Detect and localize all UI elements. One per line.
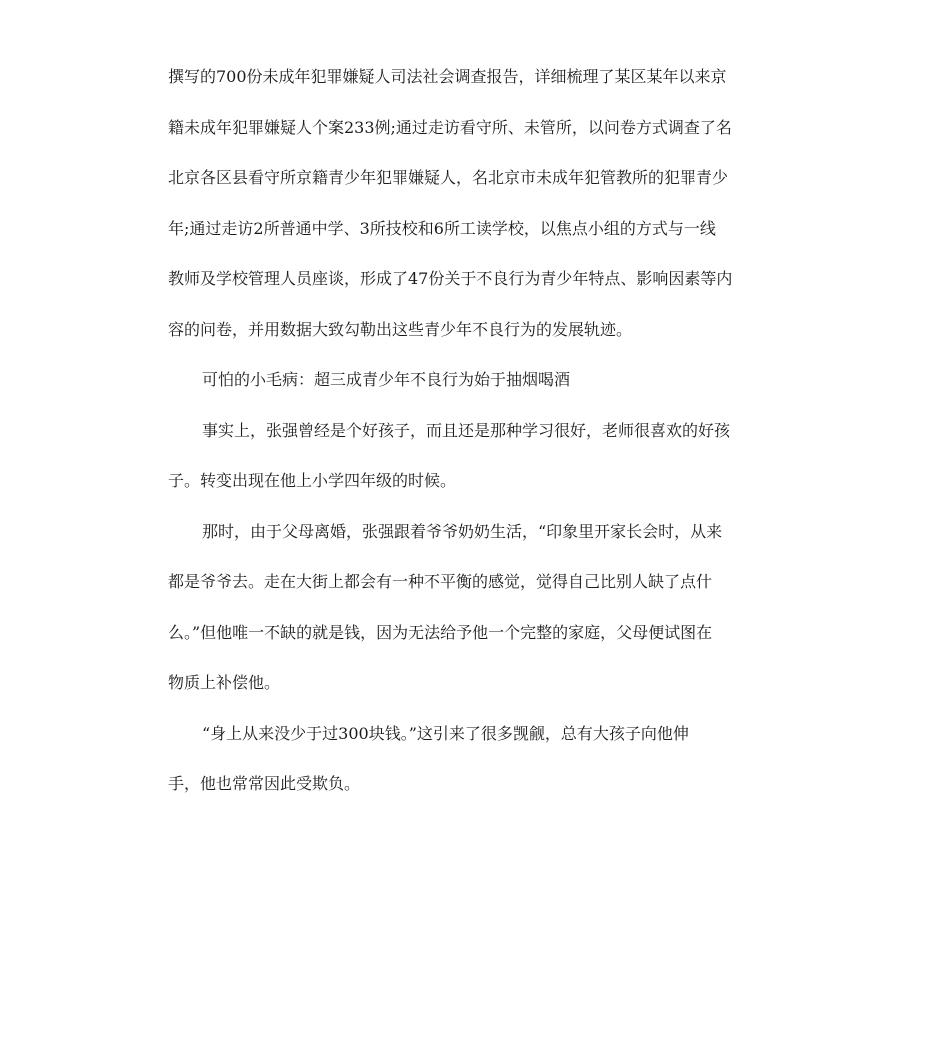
text-line-10: 那时，由于父母离婚，张强跟着爷爷奶奶生活，“印象里开家长会时，从来 — [202, 521, 723, 541]
text-line-6: 容的问卷，并用数据大致勾勒出这些青少年不良行为的发展轨迹。 — [168, 319, 633, 339]
document-page — [168, 52, 780, 810]
text-line-14: “身上从来没少于过300块钱。”这引来了很多觊觎，总有大孩子向他伸 — [202, 723, 689, 743]
text-line-9: 子。转变出现在他上小学四年级的时候。 — [168, 471, 457, 490]
text-line-8: 事实上，张强曾经是个好孩子，而且还是那种学习很好，老师很喜欢的好孩 — [202, 420, 731, 440]
text-line-1: 撰写的700份未成年犯罪嫌疑人司法社会调查报告，详细梳理了某区某年以来京 — [168, 67, 727, 86]
text-line-2: 籍未成年犯罪嫌疑人个案233例;通过走访看守所、未管所，以问卷方式调查了名 — [168, 117, 732, 137]
text-line-15: 手，他也常常因此受欺负。 — [168, 774, 361, 793]
section-heading: 可怕的小毛病：超三成青少年不良行为始于抽烟喝酒 — [202, 370, 571, 389]
text-line-3: 北京各区县看守所京籍青少年犯罪嫌疑人，名北京市未成年犯管教所的犯罪青少 — [168, 168, 729, 187]
text-line-5: 教师及学校管理人员座谈，形成了47份关于不良行为青少年特点、影响因素等内 — [168, 269, 733, 288]
text-line-13: 物质上补偿他。 — [168, 673, 281, 692]
text-line-12: 么。”但他唯一不缺的就是钱，因为无法给予他一个完整的家庭，父母便试图在 — [168, 622, 713, 642]
text-line-11: 都是爷爷去。走在大街上都会有一种不平衡的感觉，觉得自己比别人缺了点什 — [168, 572, 713, 591]
text-line-4: 年;通过走访2所普通中学、3所技校和6所工读学校，以焦点小组的方式与一线 — [168, 218, 716, 238]
